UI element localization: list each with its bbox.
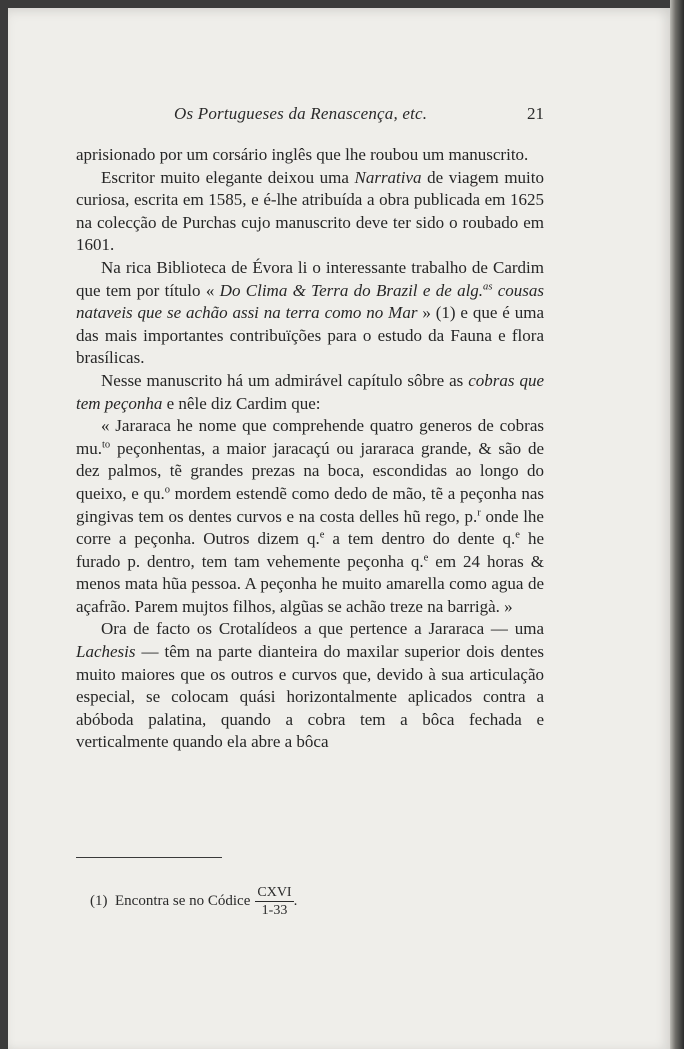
fraction-numerator: CXVI xyxy=(257,885,292,900)
paragraph xyxy=(76,415,544,618)
codex-fraction xyxy=(255,884,293,919)
footnote-rule xyxy=(76,857,222,858)
italic-text: cousas nataveis que se achão assi na terra como no Mar xyxy=(76,280,545,323)
paragraph xyxy=(76,167,544,257)
superscript-abbrev: o xyxy=(164,484,170,496)
superscript-abbrev: e xyxy=(319,529,325,541)
italic-text: cobras que tem peçonha xyxy=(76,370,544,413)
paragraph xyxy=(76,144,544,167)
text-run: onde lhe corre a peçonha. Outros dizem q. xyxy=(76,506,544,549)
italic-text: Lachesis xyxy=(76,642,136,662)
superscript-abbrev: e xyxy=(423,552,429,564)
page-header xyxy=(76,104,544,130)
text-run: Na rica Biblioteca de Évora li o interessante trabalho de Cardim que tem por título « xyxy=(76,257,544,300)
text-run: de viagem muito curiosa, escrita em 1585, e é-lhe atribuída a obra publicada em 1625 na colecção de Purchas cujo manuscrito deve ter sido o roubado em 1601. xyxy=(76,167,544,255)
paragraph xyxy=(76,257,544,370)
text-run: he furado p. dentro, tem tam vehemente peçonha q. xyxy=(76,529,544,571)
text-run: Nesse manuscrito há um admirável capítulo sôbre as xyxy=(101,370,469,390)
superscript-abbrev: as xyxy=(483,281,493,293)
text-run: peçonhentas, a maior jaracaçú ou jararaca grande, & são de dez palmos, tẽ grandes prezas na boca, escondidas ao longo do queixo, e qu. xyxy=(76,438,544,503)
italic-text: Narrativa xyxy=(354,167,422,187)
paragraph xyxy=(76,370,544,415)
italic-text: Do Clima & Terra do Brazil e de alg. xyxy=(219,280,484,300)
text-run: a tem dentro do dente q. xyxy=(324,529,516,549)
fraction-denominator: 1-33 xyxy=(261,903,288,918)
text-run: » (1) e que é uma das mais importantes contribuïções para o estudo da Fauna e flora brasílicas. xyxy=(76,303,544,368)
page-number: 21 xyxy=(527,104,544,123)
paragraph xyxy=(76,618,544,754)
footnote-end: . xyxy=(293,893,298,909)
superscript-abbrev: r xyxy=(477,507,481,519)
footnote-marker: (1) xyxy=(90,893,108,909)
text-run: Escritor muito elegante deixou uma xyxy=(101,167,355,187)
footnote xyxy=(90,884,297,919)
text-run: « Jararaca he nome que comprehende quatro generos de cobras mu. xyxy=(76,416,544,458)
text-run: — têm na parte dianteira do maxilar superior dois dentes muito maiores que os outros e curvos que, devido à sua articulação especial, se colocam quási horizontalmente aplicados contra a abóboda palatina, quando a cobra tem a bôca fechada e verticalmente quando ela abre a bôca xyxy=(76,642,544,752)
superscript-abbrev: to xyxy=(101,439,111,451)
text-run: mordem estendẽ como dedo de mão, tẽ a peçonha nas gingivas tem os dentes curvos e na costa delles hũ rego, p. xyxy=(76,483,544,526)
body-text xyxy=(76,144,544,754)
superscript-abbrev: e xyxy=(515,529,520,541)
text-run: em 24 horas & menos mata hũa pessoa. A peçonha he muito amarella como agua de açafrão. Parem mujtos filhos, algũas se achão treze na barrigà. » xyxy=(76,551,544,616)
text-run: Ora de facto os Crotalídeos a que pertence a Jararaca — uma xyxy=(101,619,544,639)
footnote-text: Encontra se no Códice xyxy=(115,893,251,909)
running-title: Os Portugueses da Renascença, etc. xyxy=(174,104,428,123)
page-edge-shadow xyxy=(670,0,684,1049)
text-run: aprisionado por um corsário inglês que lhe roubou um manuscrito. xyxy=(76,145,529,164)
text-run: e nêle diz Cardim que: xyxy=(162,393,321,413)
